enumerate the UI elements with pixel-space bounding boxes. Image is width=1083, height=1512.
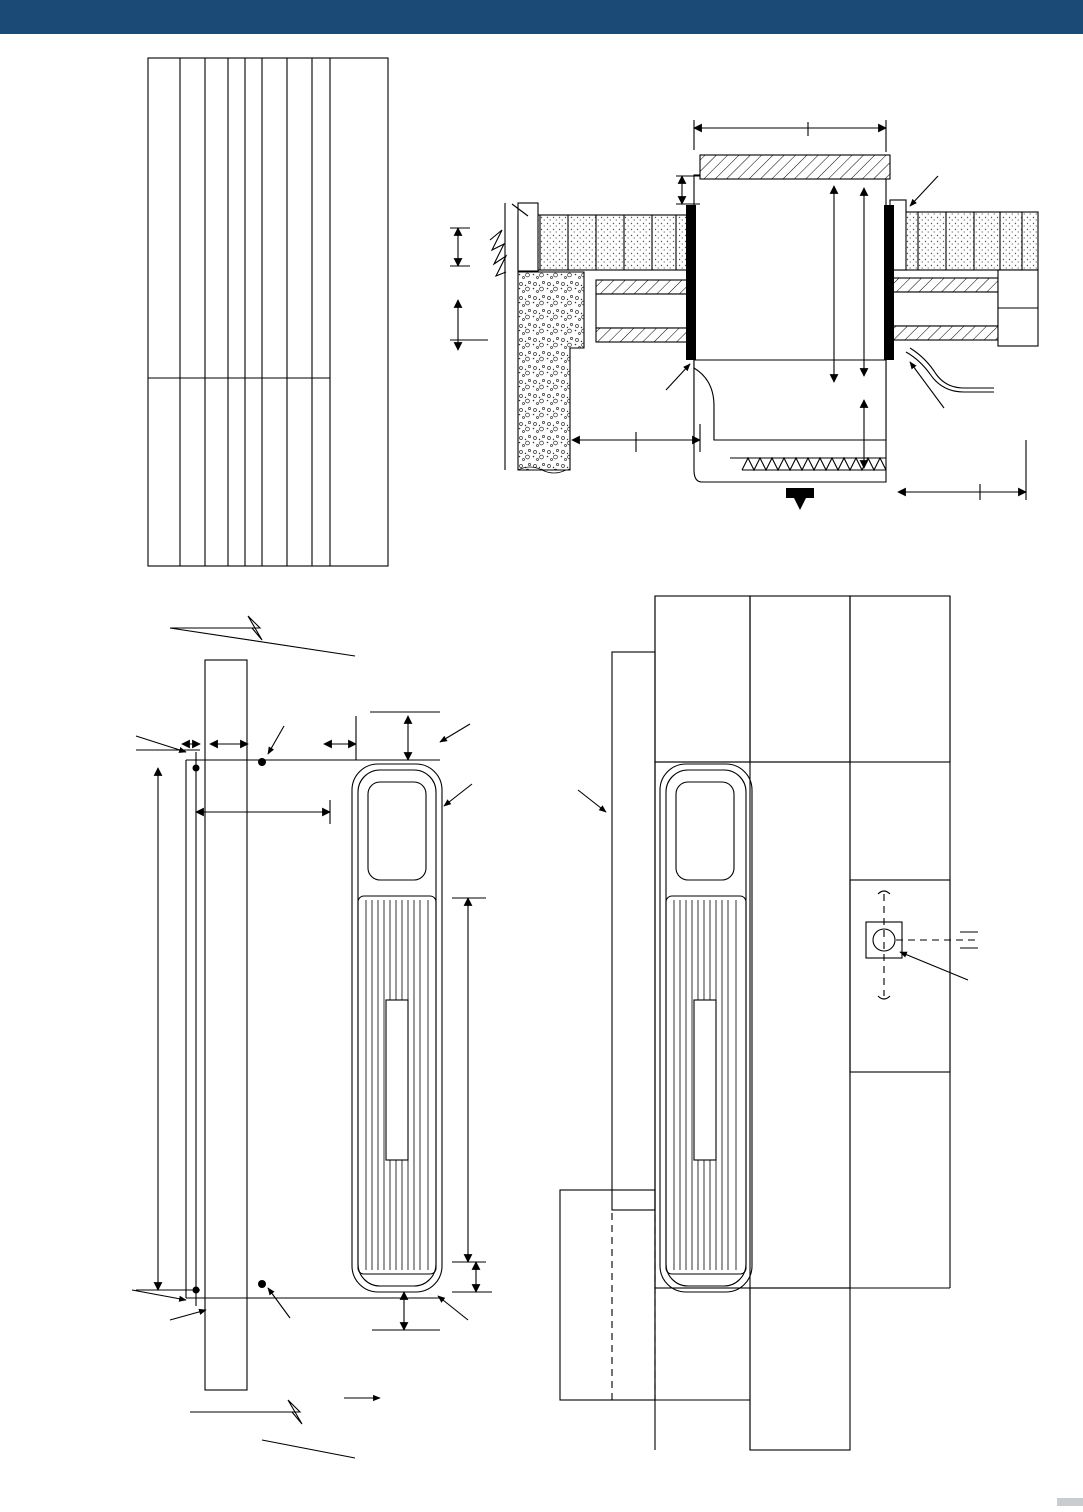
coil-fins [366,900,428,1270]
coil-fins-rear [674,900,736,1270]
right-masonry-course [890,200,1038,270]
figure-wall-section-detail [450,120,1038,510]
figure-unit-side-section [132,616,492,1458]
figure-unit-rear-section [560,596,978,1450]
left-masonry-course [518,203,690,271]
figure-grille-front-elevation [148,58,388,566]
